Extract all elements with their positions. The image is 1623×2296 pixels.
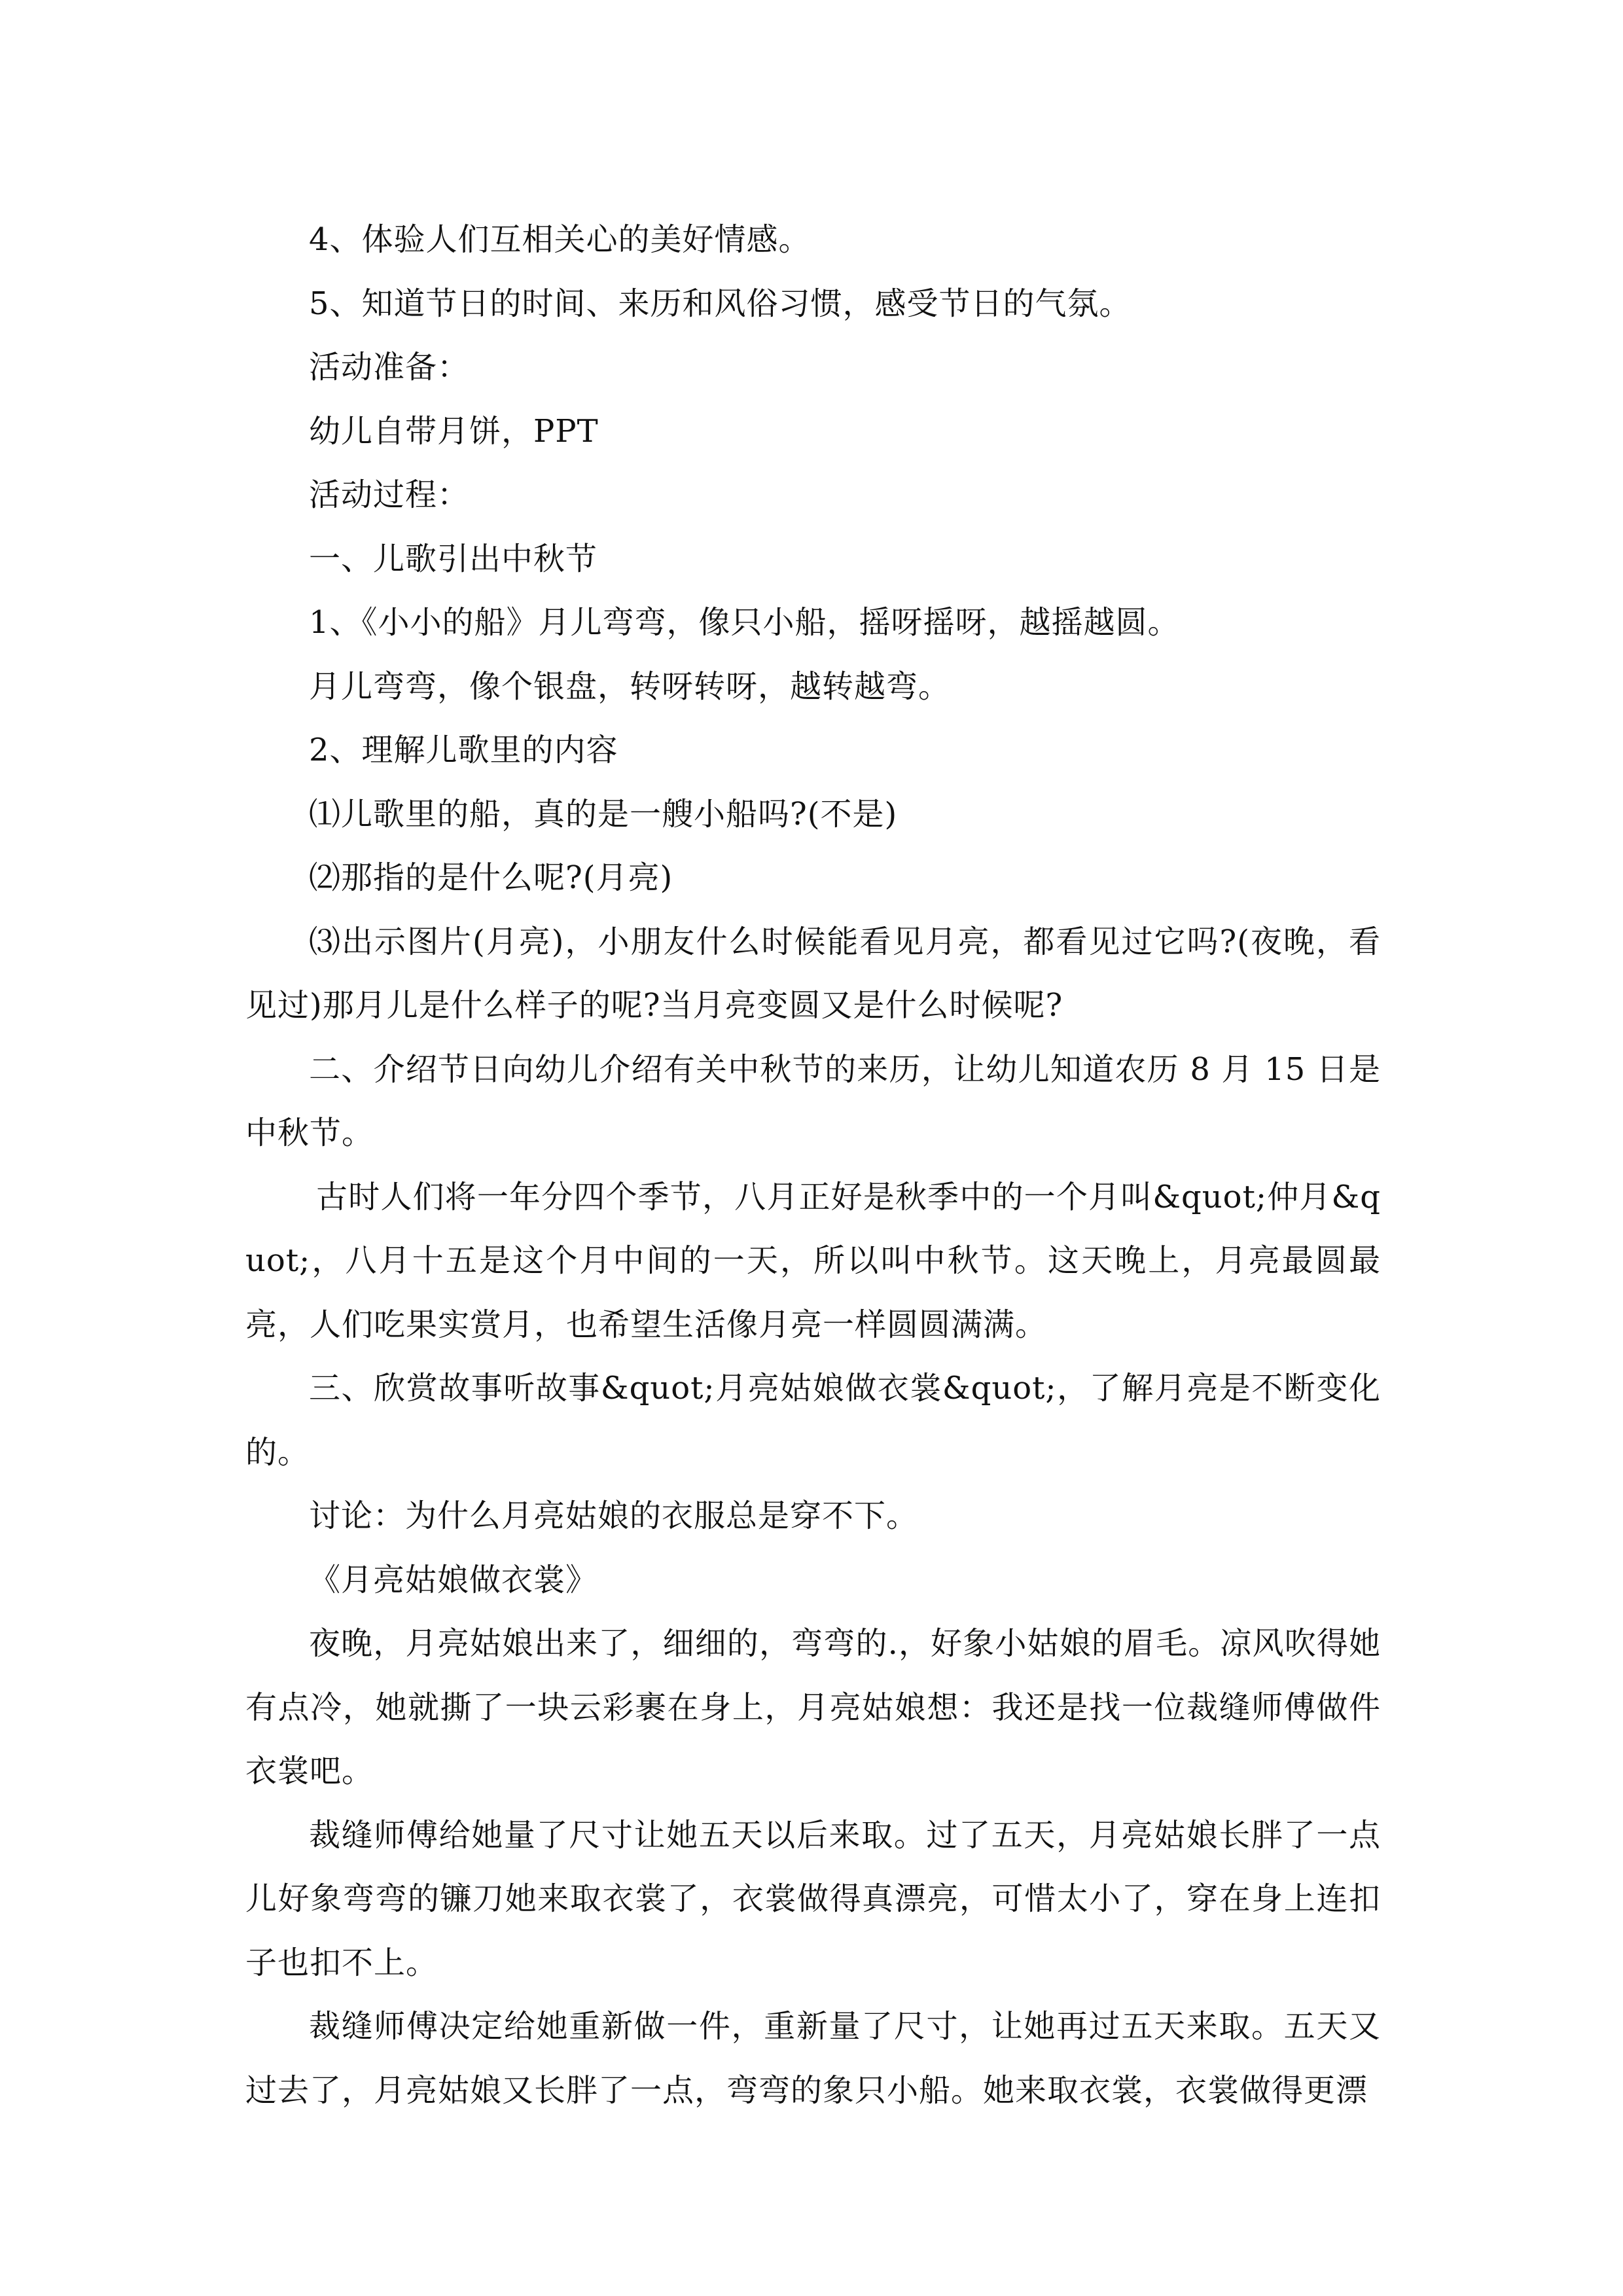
heading-step-2: 二、介绍节日向幼儿介绍有关中秋节的来历，让幼儿知道农历 8 月 15 日是中秋节。 [245, 1050, 1381, 1151]
heading-step-3: 三、欣赏故事听故事&quot;月亮姑娘做衣裳&quot;，了解月亮是不断变化的。 [245, 1370, 1381, 1471]
heading-preparation: 活动准备： [309, 349, 470, 386]
story-paragraph-2: 裁缝师傅给她量了尺寸让她五天以后来取。过了五天，月亮姑娘长胖了一点儿好象弯弯的镰刀她来取衣裳了，衣裳做得真漂亮，可惜太小了，穿在身上连扣子也扣不上。 [245, 1816, 1381, 1981]
paragraph-goal-5: 5、知道节日的时间、来历和风俗习惯，感受节日的气氛。 [309, 285, 1132, 322]
story-paragraph-3: 裁缝师傅决定给她重新做一件，重新量了尺寸，让她再过五天来取。五天又过去了，月亮姑娘又长胖了一点，弯弯的象只小船。她来取衣裳，衣裳做得更漂 [245, 2008, 1381, 2109]
paragraph-question-3: ⑶出示图片(月亮)，小朋友什么时候能看见月亮，都看见过它吗?(夜晚，看见过)那月儿是什么样子的呢?当月亮变圆又是什么时候呢? [245, 923, 1381, 1024]
paragraph-understand-rhyme: 2、理解儿歌里的内容 [309, 732, 618, 768]
paragraph-goal-4: 4、体验人们互相关心的美好情感。 [309, 221, 811, 258]
paragraph-festival-origin: 古时人们将一年分四个季节，八月正好是秋季中的一个月叫&quot;仲月&quot;，八月十五是这个月中间的一天，所以叫中秋节。这天晚上，月亮最圆最亮，人们吃果实赏月，也希望生活像月亮一样圆圆满满。 [245, 1178, 1381, 1343]
heading-process: 活动过程： [309, 476, 470, 513]
paragraph-preparation: 幼儿自带月饼，PPT [309, 412, 599, 450]
paragraph-rhyme-1: 1、《小小的船》月儿弯弯，像只小船，摇呀摇呀，越摇越圆。 [309, 604, 1180, 641]
heading-step-1: 一、儿歌引出中秋节 [309, 540, 598, 577]
story-title: 《月亮姑娘做衣裳》 [309, 1561, 598, 1598]
document-body [245, 208, 1381, 2123]
paragraph-question-1: ⑴儿歌里的船，真的是一艘小船吗?(不是) [309, 795, 898, 833]
paragraph-discussion: 讨论：为什么月亮姑娘的衣服总是穿不下。 [309, 1498, 919, 1534]
story-paragraph-1: 夜晚，月亮姑娘出来了，细细的，弯弯的.，好象小姑娘的眉毛。凉风吹得她有点冷，她就撕了一块云彩裹在身上，月亮姑娘想：我还是找一位裁缝师傅做件衣裳吧。 [245, 1625, 1381, 1789]
paragraph-rhyme-2: 月儿弯弯，像个银盘，转呀转呀，越转越弯。 [309, 668, 951, 705]
paragraph-question-2: ⑵那指的是什么呢?(月亮) [309, 859, 673, 896]
